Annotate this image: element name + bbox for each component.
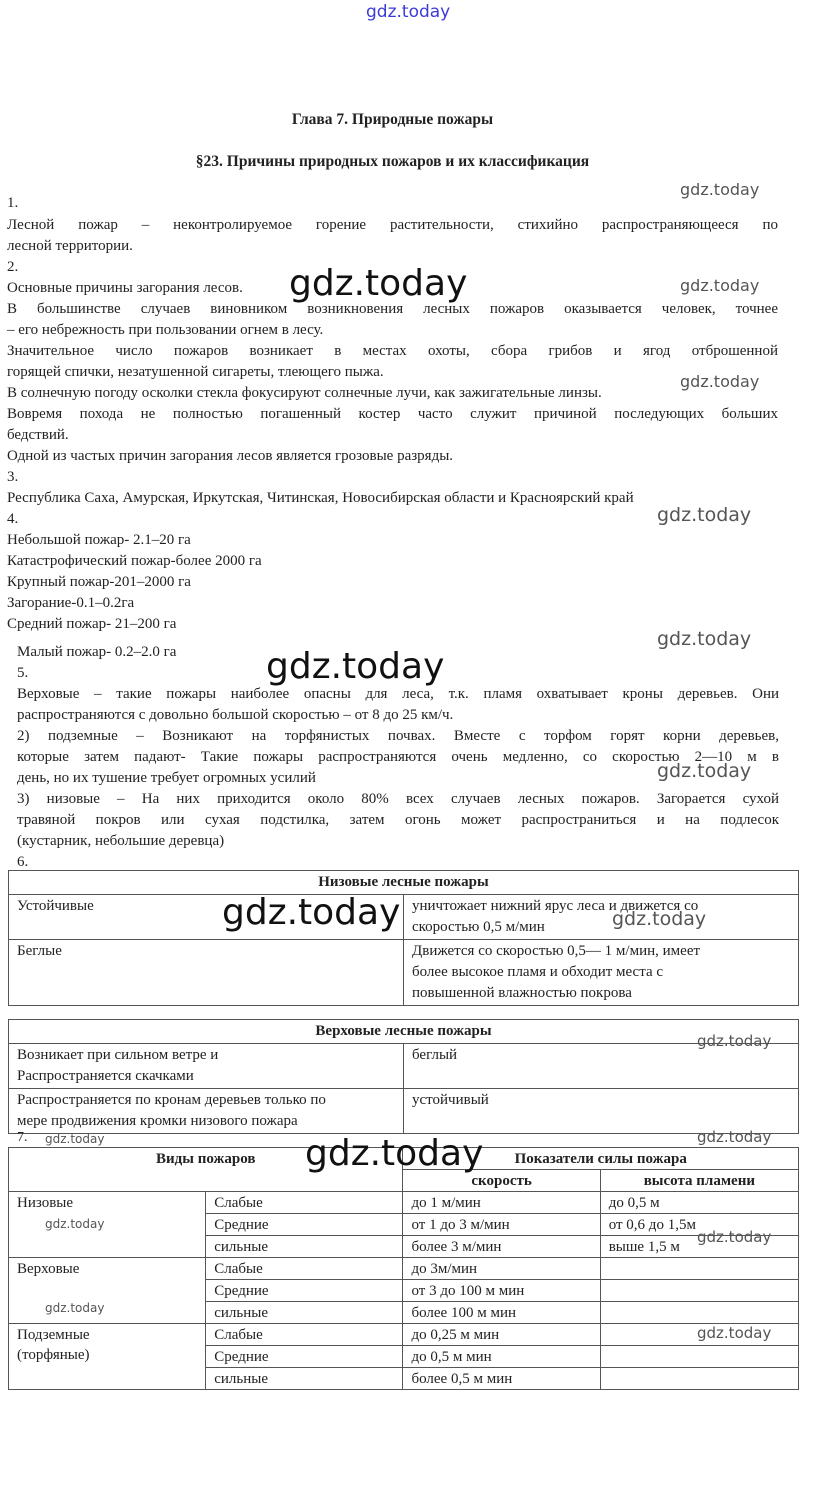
table-ground-fires: [8, 870, 799, 1006]
fire-level: Слабые: [206, 1324, 403, 1346]
watermark: gdz.today: [305, 1133, 484, 1174]
fire-level: Слабые: [206, 1258, 403, 1280]
answer-5-line: Верховые – такие пожары наиболее опасны для леса, т.к. пламя охватывает кроны деревьев. Они: [17, 686, 779, 702]
answer-2-line: горящей спички, незатушенной сигареты, тлеющего пыжа.: [7, 364, 384, 380]
fire-speed: более 100 м мин: [403, 1302, 600, 1324]
chapter-title: Глава 7. Природные пожары: [291, 111, 494, 128]
fire-level: Слабые: [206, 1192, 403, 1214]
answer-4-line: Средний пожар- 21–200 га: [7, 616, 177, 632]
answer-5-line: (кустарник, небольшие деревца): [17, 833, 225, 849]
fire-speed: до 1 м/мин: [403, 1192, 600, 1214]
watermark: gdz.today: [697, 1032, 772, 1050]
fire-type: Верховые: [9, 1258, 206, 1324]
table-crown-fires-title: Верховые лесные пожары: [9, 1020, 799, 1044]
fire-kind: Беглые: [9, 940, 404, 1006]
answer-2-line: бедствий.: [7, 427, 69, 443]
header-indicators: Показатели силы пожара: [403, 1148, 799, 1170]
answer-5-line: травяной покров или сухая подстилка, затем огонь может распространиться и на подлесок: [17, 812, 779, 828]
answer-4-line: Небольшой пожар- 2.1–20 га: [7, 532, 191, 548]
answer-5-line: распространяются с довольно большой скоростью – от 8 до 25 км/ч.: [17, 707, 454, 723]
fire-kind: Устойчивые: [9, 895, 404, 940]
fire-description-line: скоростью 0,5 м/мин: [412, 919, 545, 935]
fire-flame-height: [600, 1302, 798, 1324]
answer-number-6: 6.: [17, 854, 29, 870]
watermark: gdz.today: [680, 372, 760, 391]
answer-2-line: В большинстве случаев виновником возникновения лесных пожаров оказывается человек, точнее: [7, 301, 778, 317]
answer-number-4: 4.: [7, 511, 19, 527]
fire-level: Средние: [206, 1280, 403, 1302]
answer-2-line: Значительное число пожаров возникает в местах охоты, сбора грибов и ягод отброшенной: [7, 343, 778, 359]
fire-description-line: более высокое пламя и обходит места с: [412, 964, 664, 980]
watermark: gdz.today: [612, 908, 707, 930]
answer-2-line: В солнечную погоду осколки стекла фокусируют солнечные лучи, как зажигательные линзы.: [7, 385, 602, 401]
answer-4-line: Загорание-0.1–0.2га: [7, 595, 135, 611]
fire-speed: более 0,5 м мин: [403, 1368, 600, 1390]
watermark: gdz.today: [657, 504, 752, 526]
fire-description-line: Движется со скоростью 0,5— 1 м/мин, имеет: [412, 943, 701, 959]
table-ground-fires-title: Низовые лесные пожары: [9, 871, 799, 895]
answer-number-1: 1.: [7, 195, 19, 211]
fire-level: сильные: [206, 1368, 403, 1390]
watermark: gdz.today: [697, 1128, 772, 1146]
table-row: [9, 1192, 799, 1214]
answer-number-5: 5.: [17, 665, 29, 681]
fire-speed: до 3м/мин: [403, 1258, 600, 1280]
fire-description-line: Распространяется по кронам деревьев только по: [17, 1092, 326, 1108]
answer-5-line: день, но их тушение требует огромных усилий: [17, 770, 316, 786]
watermark: gdz.today: [697, 1228, 772, 1246]
fire-flame-height: [600, 1368, 798, 1390]
fire-speed: до 0,5 м мин: [403, 1346, 600, 1368]
header-speed: скорость: [403, 1170, 600, 1192]
answer-2-line: – его небрежность при пользовании огнем в лесу.: [7, 322, 324, 338]
answer-3-line: Республика Саха, Амурская, Иркутская, Читинская, Новосибирская области и Красноярский край: [7, 490, 634, 506]
table-row: [9, 940, 799, 1006]
fire-speed: до 0,25 м мин: [403, 1324, 600, 1346]
watermark: gdz.today: [680, 276, 760, 295]
answer-1-line: лесной территории.: [7, 238, 133, 254]
table-fire-strength: [8, 1147, 799, 1390]
fire-flame-height: [600, 1346, 798, 1368]
fire-flame-height: от 0,6 до 1,5м: [600, 1214, 798, 1236]
fire-flame-height: [600, 1280, 798, 1302]
answer-4-line: Катастрофический пожар-более 2000 га: [7, 553, 262, 569]
answer-2-line: Вовремя похода не полностью погашенный костер часто служит причиной последующих больших: [7, 406, 778, 422]
watermark: gdz.today: [222, 892, 401, 933]
fire-description-line: Возникает при сильном ветре и: [17, 1047, 219, 1063]
watermark: gdz.today: [45, 1301, 105, 1315]
answer-number-3: 3.: [7, 469, 19, 485]
fire-description: [404, 895, 799, 940]
table-row: [9, 1324, 799, 1346]
watermark: gdz.today: [697, 1324, 772, 1342]
fire-kind: устойчивый: [404, 1089, 799, 1134]
fire-flame-height: [600, 1258, 798, 1280]
answer-number-7: 7.: [17, 1130, 28, 1145]
fire-type-label: Подземные (торфяные): [17, 1327, 90, 1363]
answer-5-line: 3) низовые – На них приходится около 80% всех случаев лесных пожаров. Загорается сухой: [17, 791, 779, 807]
watermark: gdz.today: [266, 646, 445, 687]
fire-level: сильные: [206, 1302, 403, 1324]
fire-kind: беглый: [404, 1044, 799, 1089]
fire-speed: более 3 м/мин: [403, 1236, 600, 1258]
fire-level: сильные: [206, 1236, 403, 1258]
answer-4-line: Крупный пожар-201–2000 га: [7, 574, 191, 590]
watermark: gdz.today: [657, 760, 752, 782]
fire-description: [9, 1044, 404, 1089]
answer-2-line: Одной из частых причин загорания лесов является грозовые разряды.: [7, 448, 454, 464]
watermark: gdz.today: [657, 628, 752, 650]
fire-description-line: мере продвижения кромки низового пожара: [17, 1113, 298, 1129]
fire-type: [9, 1324, 206, 1390]
answer-5-line: 2) подземные – Возникают на торфянистых почвах. Вместе с торфом горят корни деревьев,: [17, 728, 779, 744]
answer-1-line: Лесной пожар – неконтролируемое горение растительности, стихийно распространяющееся по: [7, 217, 778, 233]
table-crown-fires: [8, 1019, 799, 1134]
answer-4-line: Малый пожар- 0.2–2.0 га: [17, 644, 177, 660]
table-row: [9, 1089, 799, 1134]
answer-number-2: 2.: [7, 259, 19, 275]
fire-type: Низовые: [9, 1192, 206, 1258]
fire-level: Средние: [206, 1346, 403, 1368]
fire-description-line: Распространяется скачками: [17, 1068, 194, 1084]
answer-2-line: Основные причины загорания лесов.: [7, 280, 243, 296]
watermark: gdz.today: [289, 263, 468, 304]
watermark: gdz.today: [680, 180, 760, 199]
header-flame-height: высота пламени: [600, 1170, 798, 1192]
section-title: §23. Причины природных пожаров и их классификация: [195, 153, 590, 170]
fire-speed: от 1 до 3 м/мин: [403, 1214, 600, 1236]
fire-level: Средние: [206, 1214, 403, 1236]
fire-flame-height: выше 1,5 м: [600, 1236, 798, 1258]
watermark-top[interactable]: gdz.today: [366, 2, 451, 22]
table-row: [9, 1258, 799, 1280]
fire-speed: от 3 до 100 м мин: [403, 1280, 600, 1302]
fire-description-line: уничтожает нижний ярус леса и движется со: [412, 898, 699, 914]
fire-flame-height: до 0,5 м: [600, 1192, 798, 1214]
fire-description-line: повышенной влажностью покрова: [412, 985, 632, 1001]
watermark: gdz.today: [45, 1217, 105, 1231]
fire-description: [9, 1089, 404, 1134]
fire-description: [404, 940, 799, 1006]
table-row: [9, 1044, 799, 1089]
header-fire-types: Виды пожаров: [9, 1148, 403, 1192]
answer-5-line: которые затем падают- Такие пожары распространяются очень медленно, со скоростью 2—10 м в: [17, 749, 779, 765]
watermark: gdz.today: [45, 1132, 105, 1146]
